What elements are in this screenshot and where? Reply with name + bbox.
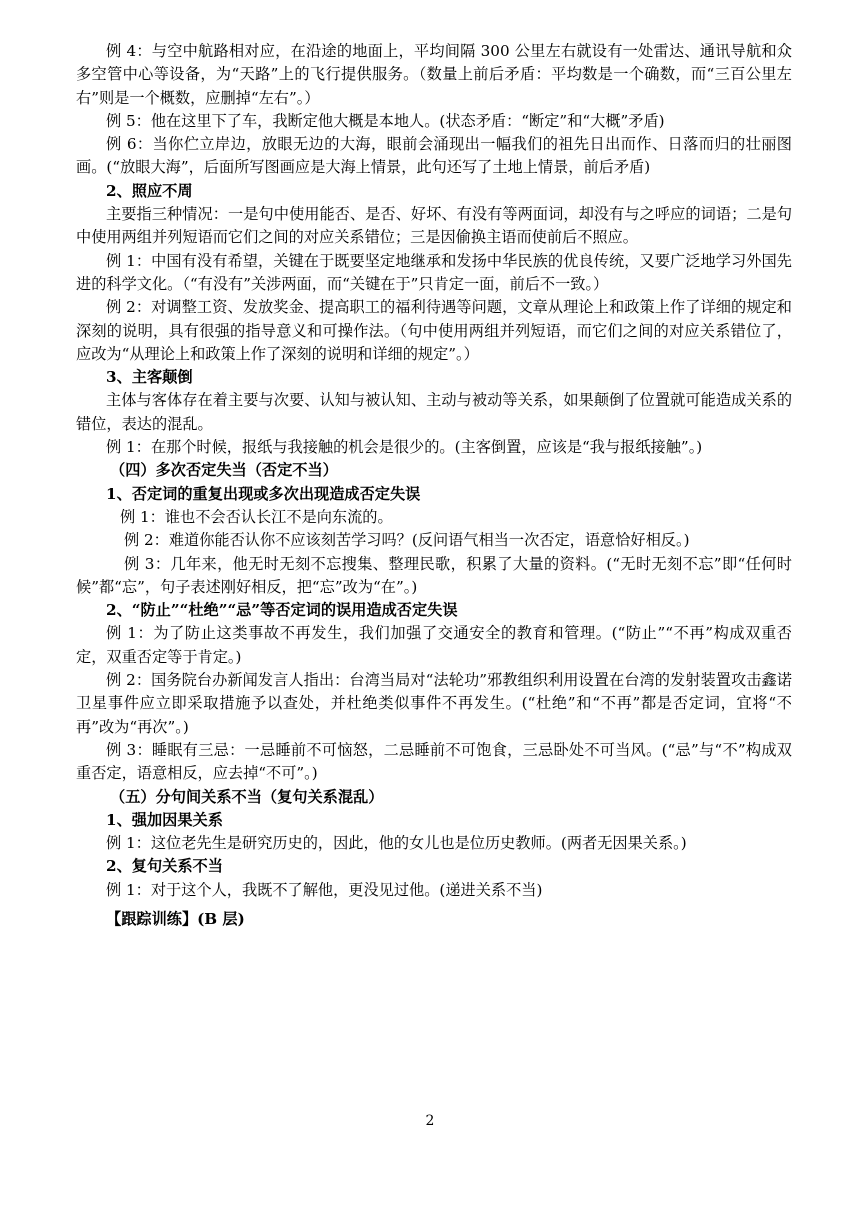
heading-fouding-ci-wuyong: 2、“防止”“杜绝”“忌”等否定词的误用造成否定失误: [106, 601, 458, 620]
heading-section-five: （五）分句间关系不当（复句关系混乱）: [110, 787, 384, 806]
fouding-example-1: 例 1：谁也不会否认长江不是向东流的。: [120, 507, 393, 526]
heading-fuju-guanxi: 2、复句关系不当: [106, 857, 223, 876]
heading-qiangjia-yinguo: 1、强加因果关系: [106, 810, 223, 829]
zhaoying-example-1: 例 1：中国有没有希望，关键在于既要坚定地继承和发扬中华民族的优良传统，又要广泛地学习外国先进的科学文化。（“有没有”关涉两面，而“关键在于”只肯定一面，前后不一致。）: [76, 251, 792, 293]
zhaoying-description: 主要指三种情况：一是句中使用能否、是否、好坏、有没有等两面词，却没有与之呼应的词语；二是句中使用两组并列短语而它们之间的对应关系错位；三是因偷换主语而使前后不照应。: [76, 205, 792, 247]
example-5-paragraph: 例 5：他在这里下了车，我断定他大概是本地人。(状态矛盾：“断定”和“大概”矛盾): [106, 111, 665, 130]
heading-tracking-training: 【跟踪训练】(B 层): [106, 909, 245, 928]
example-4-paragraph: 例 4：与空中航路相对应，在沿途的地面上，平均间隔 300 公里左右就设有一处雷达、通讯导航和众多空管中心等设备，为“天路”上的飞行提供服务。（数量上前后矛盾：平均数是一个确数，而“三百公里左右”则是一个概数，应删掉“左右”。）: [76, 42, 792, 107]
page-number: 2: [425, 1113, 435, 1129]
zhuke-description: 主体与客体存在着主要与次要、认知与被认知、主动与被动等关系，如果颠倒了位置就可能造成关系的错位，表达的混乱。: [76, 391, 792, 433]
heading-zhuke-diandao: 3、主客颠倒: [106, 368, 193, 387]
fouding-example-2: 例 2：难道你能否认你不应该刻苦学习吗？(反问语气相当一次否定，语意恰好相反。): [124, 531, 690, 550]
zhaoying-example-2: 例 2：对调整工资、发放奖金、提高职工的福利待遇等问题，文章从理论上和政策上作了详细的规定和深刻的说明，具有很强的指导意义和可操作法。（句中使用两组并列短语，而它们之间的对应关系错位了，应改为“从理论上和政策上作了深刻的说明和详细的规定”。）: [76, 298, 792, 363]
wuyong-example-2: 例 2：国务院台办新闻发言人指出：台湾当局对“法轮功”邪教组织利用设置在台湾的发射装置攻击鑫诺卫星事件应立即采取措施予以查处，并杜绝类似事件不再发生。(“杜绝”和“不再”都是否定词，宜将“不再”改为“再次”。): [76, 671, 792, 736]
heading-fouding-chongfu: 1、否定词的重复出现或多次出现造成否定失误: [106, 484, 421, 503]
document-body: [76, 40, 792, 931]
yinguo-example-1: 例 1：这位老先生是研究历史的，因此，他的女儿也是位历史教师。(两者无因果关系。): [106, 834, 687, 853]
heading-zhaoying-buzhou: 2、照应不周: [106, 181, 193, 200]
fouding-example-3: 例 3：几年来，他无时无刻不忘搜集、整理民歌，积累了大量的资料。(“无时无刻不忘”即“任何时候”都“忘”，句子表述刚好相反，把“忘”改为“在”。): [76, 554, 792, 596]
heading-section-four: （四）多次否定失当（否定不当）: [110, 461, 338, 480]
example-6-paragraph: 例 6：当你伫立岸边，放眼无边的大海，眼前会涌现出一幅我们的祖先日出而作、日落而归的壮丽图画。(“放眼大海”，后面所写图画应是大海上情景，此句还写了土地上情景，前后矛盾): [76, 135, 792, 177]
fuju-example-1: 例 1：对于这个人，我既不了解他，更没见过他。(递进关系不当): [106, 880, 543, 899]
zhuke-example-1: 例 1：在那个时候，报纸与我接触的机会是很少的。(主客倒置，应该是“我与报纸接触”。): [106, 438, 703, 457]
wuyong-example-3: 例 3：睡眠有三忌：一忌睡前不可恼怒，二忌睡前不可饱食，三忌卧处不可当风。(“忌”与“不”构成双重否定，语意相反，应去掉“不可”。): [76, 740, 792, 783]
wuyong-example-1: 例 1：为了防止这类事故不再发生，我们加强了交通安全的教育和管理。(“防止”“不再”构成双重否定，双重否定等于肯定。): [76, 624, 792, 666]
